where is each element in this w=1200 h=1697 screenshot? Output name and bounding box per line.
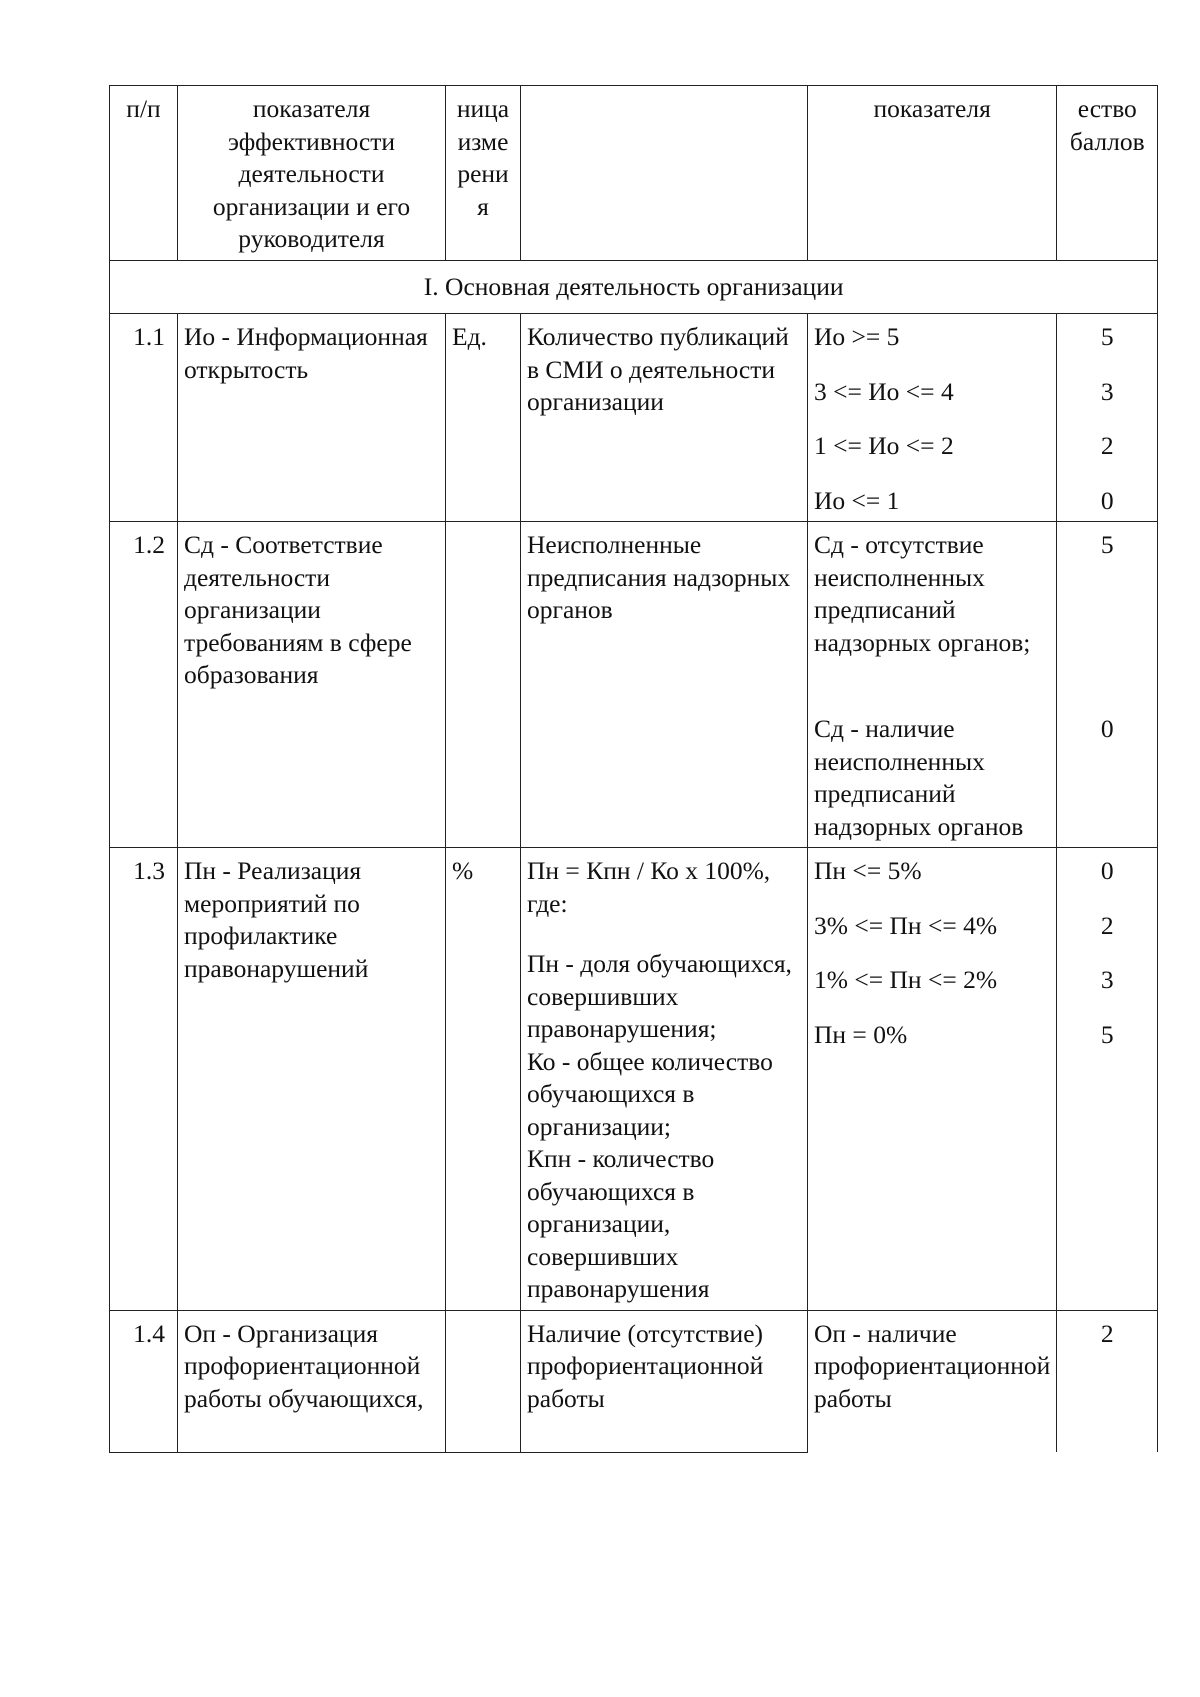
row-name: Оп - Организация профориентационной работы обучающихся,: [178, 1310, 446, 1452]
table-row: [110, 1310, 1158, 1452]
header-name: показателя эффективности деятельности организации и его руководителя: [178, 86, 446, 261]
method-def: Ко - общее количество обучающихся в организации;: [527, 1046, 773, 1141]
section-title: I. Основная деятельность организации: [110, 260, 1158, 314]
header-num: п/п: [110, 86, 178, 261]
method-formula: Пн = Кпн / Ко x 100%, где:: [527, 856, 771, 918]
row-criteria: Ио >= 5 3 <= Ио <= 4 1 <= Ио <= 2 Ио <= 1: [808, 314, 1057, 522]
row-unit: Ед.: [446, 314, 521, 522]
row-num: 1.1: [110, 314, 178, 522]
row-method: Неисполненные предписания надзорных органов: [521, 522, 808, 848]
header-unit: ница изме рени я: [446, 86, 521, 261]
row-unit: %: [446, 848, 521, 1311]
row-method: Наличие (отсутствие) профориентационной работы: [521, 1310, 808, 1452]
table-row: [110, 848, 1158, 1311]
row-num: 1.4: [110, 1310, 178, 1452]
row-unit: [446, 522, 521, 848]
row-unit: [446, 1310, 521, 1452]
row-scores: 5 3 2 0: [1057, 314, 1158, 522]
criteria-table: [109, 85, 1158, 1453]
row-criteria: Пн <= 5% 3% <= Пн <= 4% 1% <= Пн <= 2% Пн = 0%: [808, 848, 1057, 1311]
row-method: [521, 848, 808, 1311]
row-name: Пн - Реализация мероприятий по профилактике правонарушений: [178, 848, 446, 1311]
header-value: показателя: [808, 86, 1057, 261]
row-num: 1.3: [110, 848, 178, 1311]
row-scores: 2: [1057, 1310, 1158, 1452]
table-row: [110, 314, 1158, 522]
row-name: Сд - Соответствие деятельности организации требованиям в сфере образования: [178, 522, 446, 848]
header-score: ество баллов: [1057, 86, 1158, 261]
row-scores: 5 0: [1057, 522, 1158, 848]
row-name: Ио - Информационная открытость: [178, 314, 446, 522]
table-row: [110, 522, 1158, 848]
section-row: [110, 260, 1158, 314]
method-def: Пн - доля обучающихся, совершивших правонарушения;: [527, 949, 792, 1043]
row-criteria: Оп - наличие профориентационной работы: [808, 1310, 1057, 1452]
row-scores: 0 2 3 5: [1057, 848, 1158, 1311]
row-method: Количество публикаций в СМИ о деятельности организации: [521, 314, 808, 522]
header-method: [521, 86, 808, 261]
table-header-row: [110, 86, 1158, 261]
row-num: 1.2: [110, 522, 178, 848]
row-criteria: Сд - отсутствие неисполненных предписаний надзорных органов; Сд - наличие неисполненных предписаний надзорных органов: [808, 522, 1057, 848]
method-def: Кпн - количество обучающихся в организации, совершивших правонарушения: [527, 1144, 715, 1303]
